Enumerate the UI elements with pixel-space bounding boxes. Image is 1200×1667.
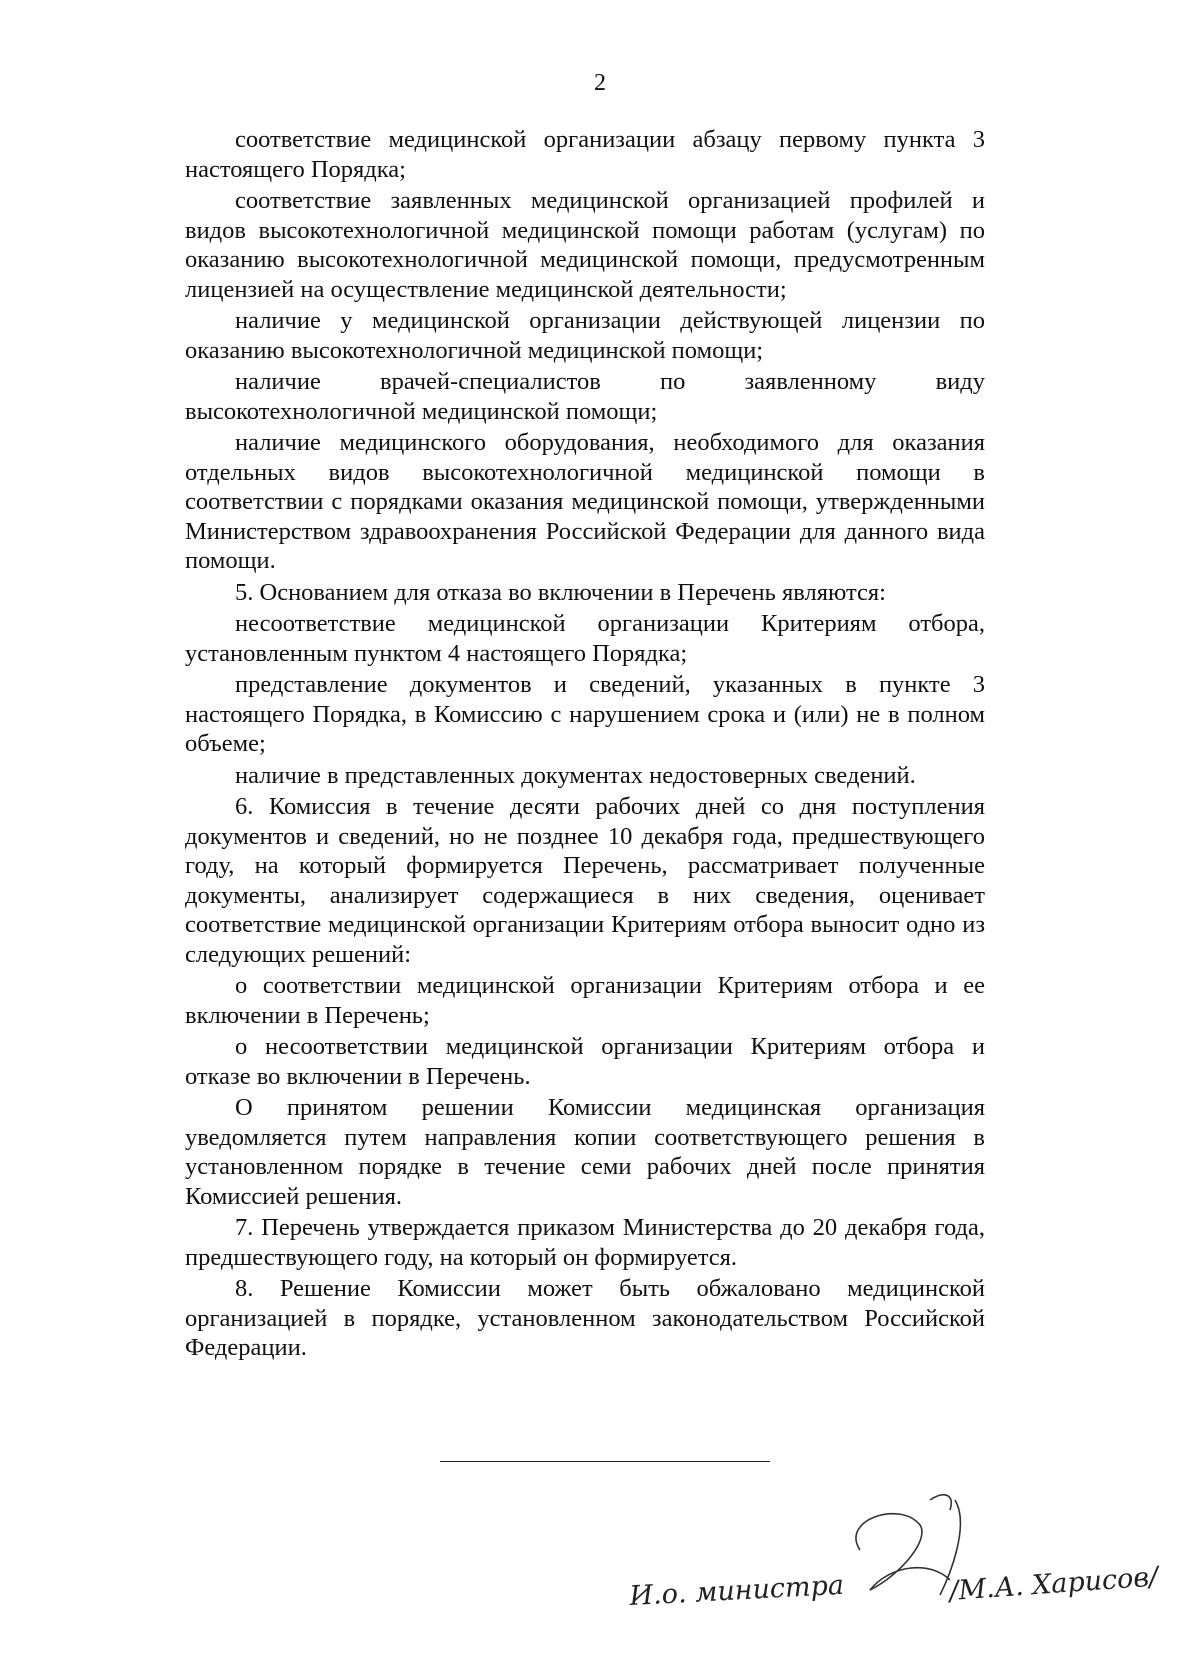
paragraph: о соответствии медицинской организации Критериям отбора и ее включении в Перечень; xyxy=(185,972,985,1029)
signature-title: И.о. министра xyxy=(628,1569,845,1612)
paragraph: 6. Комиссия в течение десяти рабочих дней со дня поступления документов и сведений, но не позднее 10 декабря года, предшествующего году, на который формируется Перечень, рассматривает полученные документы, анализирует содержащиеся в них сведения, оценивает соответствие медицинской организации Критериям отбора выносит одно из следующих решений: xyxy=(185,793,985,968)
signature-scribble xyxy=(856,1495,960,1595)
paragraph: О принятом решении Комиссии медицинская организация уведомляется путем направления копии соответствующего решения в установленном порядке в течение семи рабочих дней после принятия Комиссией решения. xyxy=(185,1094,985,1210)
paragraph: 8. Решение Комиссии может быть обжаловано медицинской организацией в порядке, установленном законодательством Российской Федерации. xyxy=(185,1275,985,1361)
page-number: 2 xyxy=(594,70,606,96)
paragraph: наличие у медицинской организации действующей лицензии по оказанию высокотехнологичной медицинской помощи; xyxy=(185,307,985,364)
signature-name: /М.А. Харисов/ xyxy=(948,1561,1160,1607)
paragraph: 5. Основанием для отказа во включении в Перечень являются: xyxy=(235,578,886,606)
paragraph: представление документов и сведений, указанных в пункте 3 настоящего Порядка, в Комиссию с нарушением срока и (или) не в полном объеме; xyxy=(185,671,985,757)
paragraph: о несоответствии медицинской организации Критериям отбора и отказе во включении в Перечень. xyxy=(185,1033,985,1090)
paragraph: соответствие медицинской организации абзацу первому пункта 3 настоящего Порядка; xyxy=(185,126,985,183)
document-body xyxy=(185,125,985,1365)
end-divider xyxy=(440,1461,770,1462)
paragraph: наличие врачей-специалистов по заявленному виду высокотехнологичной медицинской помощи; xyxy=(185,368,985,425)
paragraph: наличие в представленных документах недостоверных сведений. xyxy=(235,761,916,789)
paragraph: наличие медицинского оборудования, необходимого для оказания отдельных видов высокотехнологичной медицинской помощи в соответствии с порядками оказания медицинской помощи, утвержденными Министерством здравоохранения Российской Федерации для данного вида помощи. xyxy=(185,429,985,574)
signature-drawing xyxy=(600,1480,1160,1630)
handwritten-signature xyxy=(600,1480,1160,1630)
paragraph: соответствие заявленных медицинской организацией профилей и видов высокотехнологичной медицинской помощи работам (услугам) по оказанию высокотехнологичной медицинской помощи, предусмотренным лицензией на осуществление медицинской деятельности; xyxy=(185,187,985,303)
paragraph: несоответствие медицинской организации Критериям отбора, установленным пунктом 4 настоящего Порядка; xyxy=(185,610,985,667)
paragraph: 7. Перечень утверждается приказом Министерства до 20 декабря года, предшествующего году, на который он формируется. xyxy=(185,1214,985,1271)
